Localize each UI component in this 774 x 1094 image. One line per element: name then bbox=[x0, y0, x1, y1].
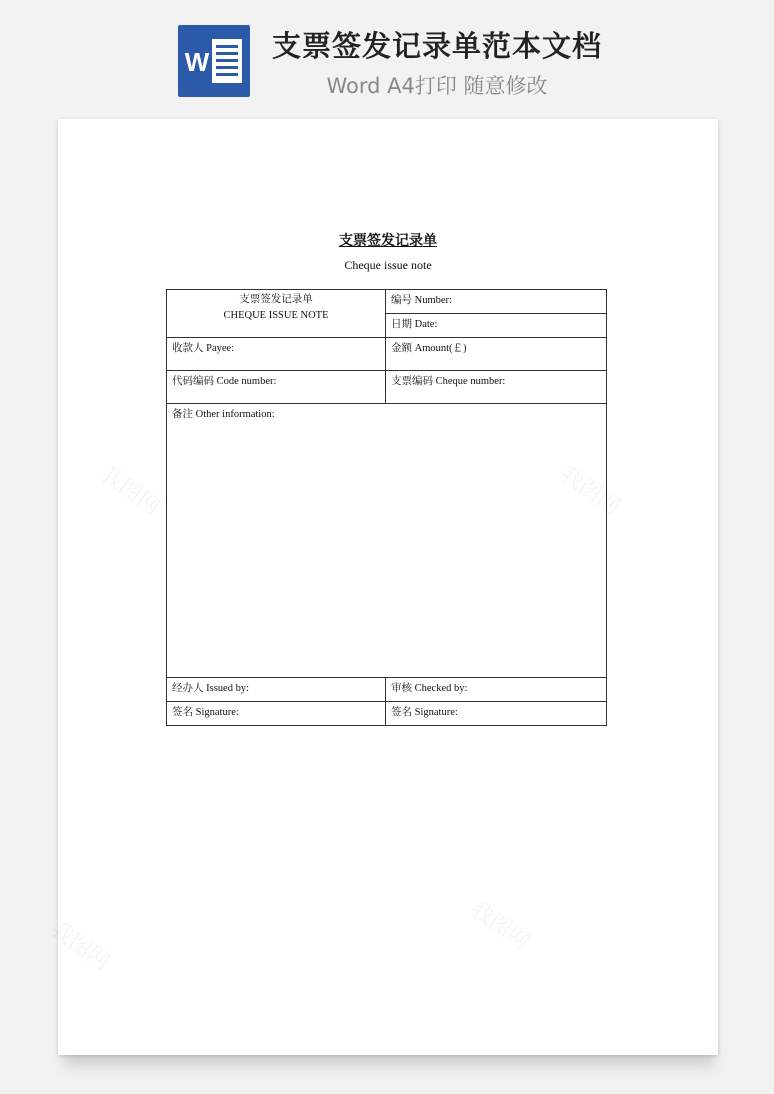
watermark bbox=[95, 458, 167, 521]
amount-field[interactable]: 金额 Amount(￡) bbox=[386, 338, 607, 371]
banner-subtitle: Word A4打印 随意修改 bbox=[326, 74, 548, 98]
cheque-issue-form bbox=[166, 289, 607, 726]
form-header-cn: 支票签发记录单 bbox=[239, 294, 313, 305]
other-information-field[interactable]: 备注 Other information: bbox=[167, 404, 607, 678]
issued-by-field[interactable]: 经办人 Issued by: bbox=[167, 678, 386, 702]
signature-right-field[interactable]: 签名 Signature: bbox=[386, 702, 607, 726]
document-title: 支票签发记录单 bbox=[339, 233, 437, 249]
word-document-icon bbox=[178, 25, 250, 97]
date-field[interactable]: 日期 Date: bbox=[386, 314, 607, 338]
watermark bbox=[465, 893, 537, 956]
checked-by-field[interactable]: 审核 Checked by: bbox=[386, 678, 607, 702]
watermark bbox=[45, 913, 117, 976]
form-header-cell bbox=[167, 290, 386, 338]
form-header-en: CHEQUE ISSUE NOTE bbox=[223, 310, 329, 321]
banner-title: 支票签发记录单范本文档 bbox=[271, 29, 602, 63]
cheque-number-field[interactable]: 支票编码 Cheque number: bbox=[386, 371, 607, 404]
document-subtitle: Cheque issue note bbox=[344, 258, 432, 272]
word-icon-letter: W bbox=[184, 47, 210, 77]
code-number-field[interactable]: 代码编码 Code number: bbox=[167, 371, 386, 404]
number-field[interactable]: 编号 Number: bbox=[386, 290, 607, 314]
payee-field[interactable]: 收款人 Payee: bbox=[167, 338, 386, 371]
document-page bbox=[58, 119, 718, 1055]
signature-left-field[interactable]: 签名 Signature: bbox=[167, 702, 386, 726]
